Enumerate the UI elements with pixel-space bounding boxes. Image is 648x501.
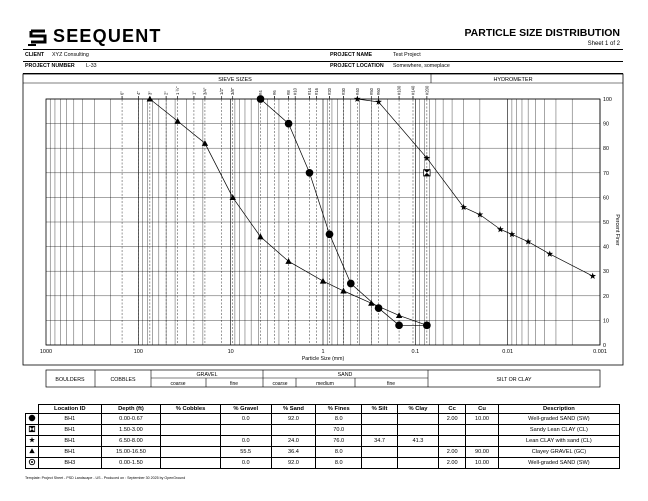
legend-cell: 34.7 bbox=[362, 436, 398, 447]
legend-cell bbox=[362, 447, 398, 458]
y-tick-label: 60 bbox=[603, 195, 609, 202]
x-tick-label: 100 bbox=[133, 349, 143, 355]
project-name-label: PROJECT NAME bbox=[330, 52, 373, 58]
gravel-label: GRAVEL bbox=[196, 372, 218, 378]
sieve-label: #50 bbox=[368, 88, 374, 95]
data-point-circle bbox=[285, 120, 293, 128]
legend-header-cell: % Cobbles bbox=[161, 405, 220, 414]
sheet-number: Sheet 1 of 2 bbox=[587, 41, 620, 47]
legend-marker-cell bbox=[26, 458, 39, 469]
legend-cell: BH1 bbox=[39, 414, 102, 425]
client-value: XYZ Consulting bbox=[52, 52, 89, 58]
legend-cell bbox=[466, 436, 499, 447]
legend-cell: 2.00 bbox=[439, 458, 466, 469]
legend-cell: 92.0 bbox=[271, 414, 315, 425]
x-tick-labels bbox=[40, 349, 607, 355]
legend-row bbox=[26, 414, 620, 425]
sieve-label: #14 bbox=[307, 88, 313, 95]
legend-row bbox=[26, 447, 620, 458]
legend-cell bbox=[362, 414, 398, 425]
x-tick-label: 1 bbox=[321, 349, 325, 355]
sieve-label: 1 ½" bbox=[175, 86, 181, 95]
legend-cell: 15.00-16.50 bbox=[101, 447, 161, 458]
project-number-label: PROJECT NUMBER bbox=[25, 63, 75, 69]
x-tick-label: 0.1 bbox=[411, 349, 420, 355]
y-tick-label: 10 bbox=[603, 318, 609, 325]
legend-marker-dotcircle-icon bbox=[28, 458, 36, 466]
data-point-hourglass bbox=[29, 426, 34, 431]
y-tick-labels bbox=[603, 97, 612, 349]
data-point-triangle bbox=[202, 140, 208, 146]
legend-cell: 70.0 bbox=[316, 425, 362, 436]
report-title: PARTICLE SIZE DISTRIBUTION bbox=[464, 27, 620, 39]
sieve-label: #100 bbox=[396, 85, 402, 95]
legend-cell: 8.0 bbox=[316, 458, 362, 469]
legend-header-cell: % Fines bbox=[316, 405, 362, 414]
sand-coarse-label: coarse bbox=[272, 381, 288, 387]
legend-cell bbox=[362, 458, 398, 469]
legend-marker-cell bbox=[26, 436, 39, 447]
data-point-triangle bbox=[320, 278, 326, 284]
y-tick-label: 100 bbox=[603, 97, 612, 103]
sieve-label: 6" bbox=[119, 91, 125, 95]
legend-cell: 0.00-1.50 bbox=[101, 458, 161, 469]
hydrometer-title: HYDROMETER bbox=[493, 77, 533, 83]
sand-medium-label: medium bbox=[316, 381, 334, 387]
legend-cell: Lean CLAY with sand (CL) bbox=[498, 436, 619, 447]
legend-cell: 8.0 bbox=[316, 414, 362, 425]
legend-cell bbox=[220, 425, 271, 436]
series-circle bbox=[257, 95, 431, 329]
y-tick-label: 30 bbox=[603, 269, 609, 276]
silt-clay-label: SILT OR CLAY bbox=[496, 377, 532, 383]
data-point-star bbox=[589, 273, 596, 279]
y-axis-label: Percent Finer bbox=[614, 214, 620, 246]
legend-cell: Clayey GRAVEL (GC) bbox=[498, 447, 619, 458]
legend-cell: 36.4 bbox=[271, 447, 315, 458]
legend-header-cell: Description bbox=[498, 405, 619, 414]
y-tick-label: 80 bbox=[603, 146, 609, 153]
x-axis-label: Particle Size (mm) bbox=[301, 356, 345, 362]
legend-marker-cell bbox=[26, 414, 39, 425]
data-point-star bbox=[546, 250, 553, 256]
y-tick-label: 20 bbox=[603, 293, 609, 300]
legend-cell: 8.0 bbox=[316, 447, 362, 458]
legend-cell: 90.00 bbox=[466, 447, 499, 458]
project-number-value: L-33 bbox=[86, 63, 97, 69]
legend-cell: Well-graded SAND (SW) bbox=[498, 458, 619, 469]
x-tick-label: 1000 bbox=[39, 349, 53, 355]
sieve-label: #20 bbox=[327, 88, 333, 95]
legend-cell: BH1 bbox=[39, 436, 102, 447]
sieve-label: 4" bbox=[135, 91, 141, 95]
legend-cell: 2.00 bbox=[439, 447, 466, 458]
legend-row bbox=[26, 425, 620, 436]
data-point-dotcircle bbox=[29, 459, 34, 464]
legend-cell bbox=[161, 414, 220, 425]
data-point-triangle bbox=[174, 118, 180, 124]
legend-marker-hourglass-icon bbox=[28, 425, 36, 433]
legend-cell: 24.0 bbox=[271, 436, 315, 447]
legend-cell: 10.00 bbox=[466, 414, 499, 425]
legend-cell: 92.0 bbox=[271, 458, 315, 469]
sieve-label: #10 bbox=[292, 88, 298, 95]
series-star bbox=[354, 95, 596, 278]
legend-cell bbox=[161, 458, 220, 469]
cobbles-label: COBBLES bbox=[110, 377, 136, 383]
legend-cell bbox=[161, 425, 220, 436]
legend-cell: 0.00-0.67 bbox=[101, 414, 161, 425]
series-hourglass bbox=[424, 170, 430, 176]
legend-cell: 55.5 bbox=[220, 447, 271, 458]
sieve-label: 2" bbox=[163, 91, 169, 95]
gravel-fine-label: fine bbox=[229, 381, 239, 387]
legend-cell: 41.3 bbox=[397, 436, 438, 447]
series-line bbox=[357, 99, 592, 276]
y-tick-label: 50 bbox=[603, 220, 609, 226]
y-tick-label: 40 bbox=[603, 244, 609, 251]
legend-cell: Sandy Lean CLAY (CL) bbox=[498, 425, 619, 436]
legend-marker-cell bbox=[26, 425, 39, 436]
legend-header-cell: Depth (ft) bbox=[101, 405, 161, 414]
project-name-value: Test Project bbox=[393, 52, 421, 58]
sieve-labels bbox=[120, 85, 430, 99]
sieve-label: 1/2" bbox=[219, 87, 225, 95]
legend-marker-triangle-icon bbox=[28, 447, 36, 455]
chart-grid bbox=[46, 96, 600, 345]
data-point-triangle bbox=[368, 300, 374, 306]
legend-cell: 10.00 bbox=[466, 458, 499, 469]
client-label: CLIENT bbox=[25, 52, 45, 58]
legend-cell: 1.50-3.00 bbox=[101, 425, 161, 436]
legend-marker-header bbox=[26, 405, 39, 414]
sieve-label: #4 bbox=[258, 90, 264, 95]
project-location-label: PROJECT LOCATION bbox=[330, 63, 384, 69]
legend-cell bbox=[271, 425, 315, 436]
y-tick-label: 70 bbox=[603, 170, 609, 177]
sieve-label: #6 bbox=[272, 90, 278, 95]
data-point-circle bbox=[29, 415, 35, 421]
legend-cell bbox=[161, 436, 220, 447]
legend-cell bbox=[161, 447, 220, 458]
legend-cell: 2.00 bbox=[439, 414, 466, 425]
legend-cell: BH3 bbox=[39, 458, 102, 469]
dotcircle-dot bbox=[31, 461, 33, 463]
legend-cell bbox=[397, 458, 438, 469]
sieve-label: 3" bbox=[147, 91, 153, 95]
data-point-star bbox=[497, 226, 504, 232]
data-point-star bbox=[29, 437, 35, 442]
y-tick-label: 0 bbox=[603, 343, 606, 349]
data-point-triangle bbox=[29, 448, 34, 453]
legend-cell bbox=[439, 436, 466, 447]
legend-cell: 0.0 bbox=[220, 458, 271, 469]
legend-header-cell: % Clay bbox=[397, 405, 438, 414]
sand-fine-label: fine bbox=[386, 381, 396, 387]
sample-legend-table bbox=[25, 404, 620, 469]
data-point-circle bbox=[326, 230, 334, 238]
y-tick-label: 90 bbox=[603, 121, 609, 128]
legend-row bbox=[26, 436, 620, 447]
legend-header-cell: % Sand bbox=[271, 405, 315, 414]
data-point-circle bbox=[257, 95, 265, 103]
sieve-label: 3/4" bbox=[202, 87, 208, 95]
legend-cell bbox=[362, 425, 398, 436]
legend-cell: 76.0 bbox=[316, 436, 362, 447]
brand-name: SEEQUENT bbox=[53, 26, 162, 46]
project-location-value: Somewhere, someplace bbox=[393, 63, 450, 69]
legend-header-cell: Cu bbox=[466, 405, 499, 414]
legend-header-cell: Cc bbox=[439, 405, 466, 414]
legend-cell bbox=[466, 425, 499, 436]
sieve-label: #200 bbox=[424, 85, 430, 95]
data-point-triangle bbox=[396, 312, 402, 318]
legend-cell bbox=[397, 414, 438, 425]
legend-header-cell: Location ID bbox=[39, 405, 102, 414]
data-point-circle bbox=[395, 321, 403, 329]
legend-cell: Well-graded SAND (SW) bbox=[498, 414, 619, 425]
sieve-label: 3/8" bbox=[230, 87, 236, 95]
legend-cell: 0.0 bbox=[220, 436, 271, 447]
legend-cell: BH1 bbox=[39, 425, 102, 436]
boulders-label: BOULDERS bbox=[55, 377, 85, 383]
legend-cell bbox=[397, 447, 438, 458]
sieve-label: #140 bbox=[410, 85, 416, 95]
legend-header-row bbox=[26, 405, 620, 414]
legend-marker-star-icon bbox=[28, 436, 36, 444]
legend-marker-circle-icon bbox=[28, 414, 36, 422]
sieve-label: #16 bbox=[313, 88, 319, 95]
sieve-label: #60 bbox=[376, 88, 382, 95]
x-tick-label: 10 bbox=[227, 349, 234, 355]
legend-cell: 6.50-8.00 bbox=[101, 436, 161, 447]
data-point-hourglass bbox=[424, 170, 430, 176]
legend-header-cell: % Gravel bbox=[220, 405, 271, 414]
sieve-label: 1" bbox=[191, 91, 197, 95]
footer-text: Template: Project Sheet - PSD Landscape - US - Produced on : September 30 2025 by OpenGround bbox=[25, 476, 186, 480]
soil-classification-bar bbox=[0, 368, 648, 390]
legend-cell: 0.0 bbox=[220, 414, 271, 425]
data-point-triangle bbox=[257, 234, 263, 240]
legend-cell: BH1 bbox=[39, 447, 102, 458]
sieve-label: #8 bbox=[286, 90, 292, 95]
legend-marker-cell bbox=[26, 447, 39, 458]
sieve-sizes-title: SIEVE SIZES bbox=[218, 77, 252, 83]
x-tick-label: 0.001 bbox=[593, 349, 607, 355]
data-point-circle bbox=[347, 280, 355, 288]
x-tick-label: 0.01 bbox=[502, 349, 514, 355]
data-point-triangle bbox=[340, 288, 346, 294]
gravel-coarse-label: coarse bbox=[170, 381, 186, 387]
data-point-circle bbox=[306, 169, 314, 177]
sieve-label: #40 bbox=[354, 88, 360, 95]
sieve-label: #30 bbox=[340, 88, 346, 95]
legend-cell bbox=[397, 425, 438, 436]
legend-row bbox=[26, 458, 620, 469]
legend-header-cell: % Silt bbox=[362, 405, 398, 414]
sand-label: SAND bbox=[337, 372, 353, 378]
legend-cell bbox=[439, 425, 466, 436]
